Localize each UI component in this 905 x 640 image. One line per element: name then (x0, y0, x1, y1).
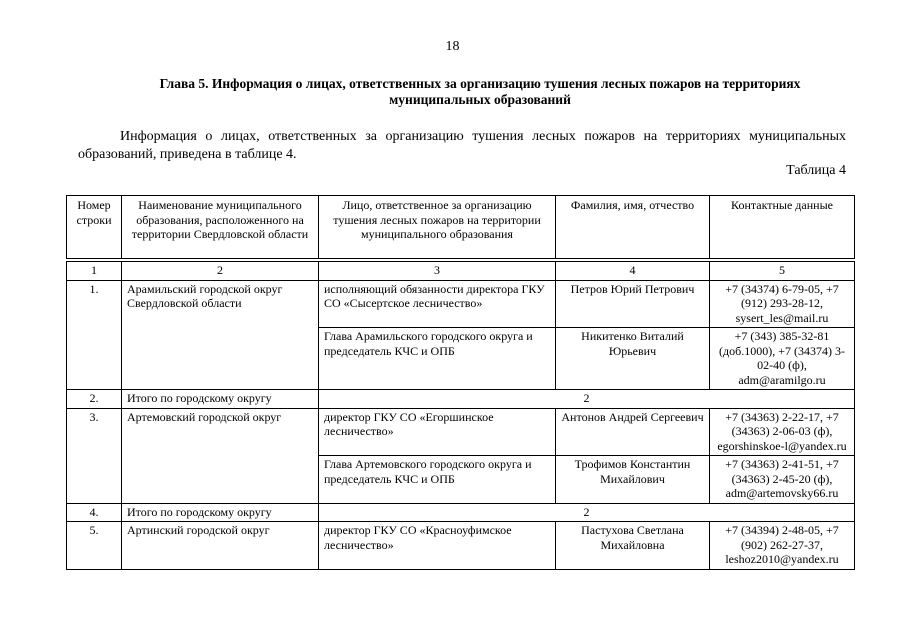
header-responsible: Лицо, ответственное за организацию тушения лесных пожаров на территории муниципального образования (319, 196, 556, 259)
chapter-heading: Глава 5. Информация о лицах, ответственных за организацию тушения лесных пожаров на территориях муниципальных образований (159, 76, 801, 107)
responsible-cell: директор ГКУ СО «Егоршинское лесничество» (319, 408, 556, 456)
column-number: 3 (319, 262, 556, 281)
table-row (67, 522, 855, 570)
table-row (67, 408, 855, 456)
contacts-cell: +7 (34363) 2-22-17, +7 (34363) 2-06-03 (ф), egorshinskoe-l@yandex.ru (710, 408, 855, 456)
column-number: 5 (710, 262, 855, 281)
header-municipality: Наименование муниципального образования, расположенного на территории Свердловской области (122, 196, 319, 259)
municipality-cell: Артемовский городской округ (122, 408, 319, 503)
column-number: 1 (67, 262, 122, 281)
header-row (67, 196, 855, 259)
full-name-cell: Никитенко Виталий Юрьевич (556, 328, 710, 390)
column-number: 2 (122, 262, 319, 281)
table-header (66, 195, 855, 259)
header-contacts: Контактные данные (710, 196, 855, 259)
row-number: 5. (67, 522, 122, 570)
responsible-cell: исполняющий обязанности директора ГКУ СО «Сысертское лесничество» (319, 280, 556, 328)
responsible-cell: Глава Арамильского городского округа и председатель КЧС и ОПБ (319, 328, 556, 390)
contacts-cell: +7 (34374) 6-79-05, +7 (912) 293-28-12, sysert_les@mail.ru (710, 280, 855, 328)
responsible-cell: директор ГКУ СО «Красноуфимское лесничество» (319, 522, 556, 570)
full-name-cell: Трофимов Константин Михайлович (556, 456, 710, 504)
page-number: 18 (445, 39, 460, 54)
full-name-cell: Петров Юрий Петрович (556, 280, 710, 328)
header-row-number: Номер строки (67, 196, 122, 259)
total-label: Итого по городскому округу (122, 503, 319, 522)
row-number: 2. (67, 390, 122, 409)
column-number: 4 (556, 262, 710, 281)
total-value: 2 (319, 503, 855, 522)
total-row (67, 390, 855, 409)
responsible-cell: Глава Артемовского городского округа и председатель КЧС и ОПБ (319, 456, 556, 504)
data-table (66, 261, 855, 570)
row-number: 3. (67, 408, 122, 503)
total-label: Итого по городскому округу (122, 390, 319, 409)
row-number: 1. (67, 280, 122, 390)
municipality-cell: Артинский городской округ (122, 522, 319, 570)
municipality-cell: Арамильский городской округ Свердловской области (122, 280, 319, 390)
total-row (67, 503, 855, 522)
full-name-cell: Антонов Андрей Сергеевич (556, 408, 710, 456)
contacts-cell: +7 (34363) 2-41-51, +7 (34363) 2-45-20 (ф), adm@artemovsky66.ru (710, 456, 855, 504)
contacts-cell: +7 (34394) 2-48-05, +7 (902) 262-27-37, leshoz2010@yandex.ru (710, 522, 855, 570)
intro-paragraph: Информация о лицах, ответственных за организацию тушения лесных пожаров на территориях муниципальных образований, приведена в таблице 4. (78, 129, 846, 162)
row-number: 4. (67, 503, 122, 522)
full-name-cell: Пастухова Светлана Михайловна (556, 522, 710, 570)
header-full-name: Фамилия, имя, отчество (556, 196, 710, 259)
column-number-row (67, 262, 855, 281)
table-caption: Таблица 4 (786, 163, 846, 178)
contacts-cell: +7 (343) 385-32-81 (доб.1000), +7 (34374) 3-02-40 (ф), adm@aramilgo.ru (710, 328, 855, 390)
table-row (67, 280, 855, 328)
total-value: 2 (319, 390, 855, 409)
